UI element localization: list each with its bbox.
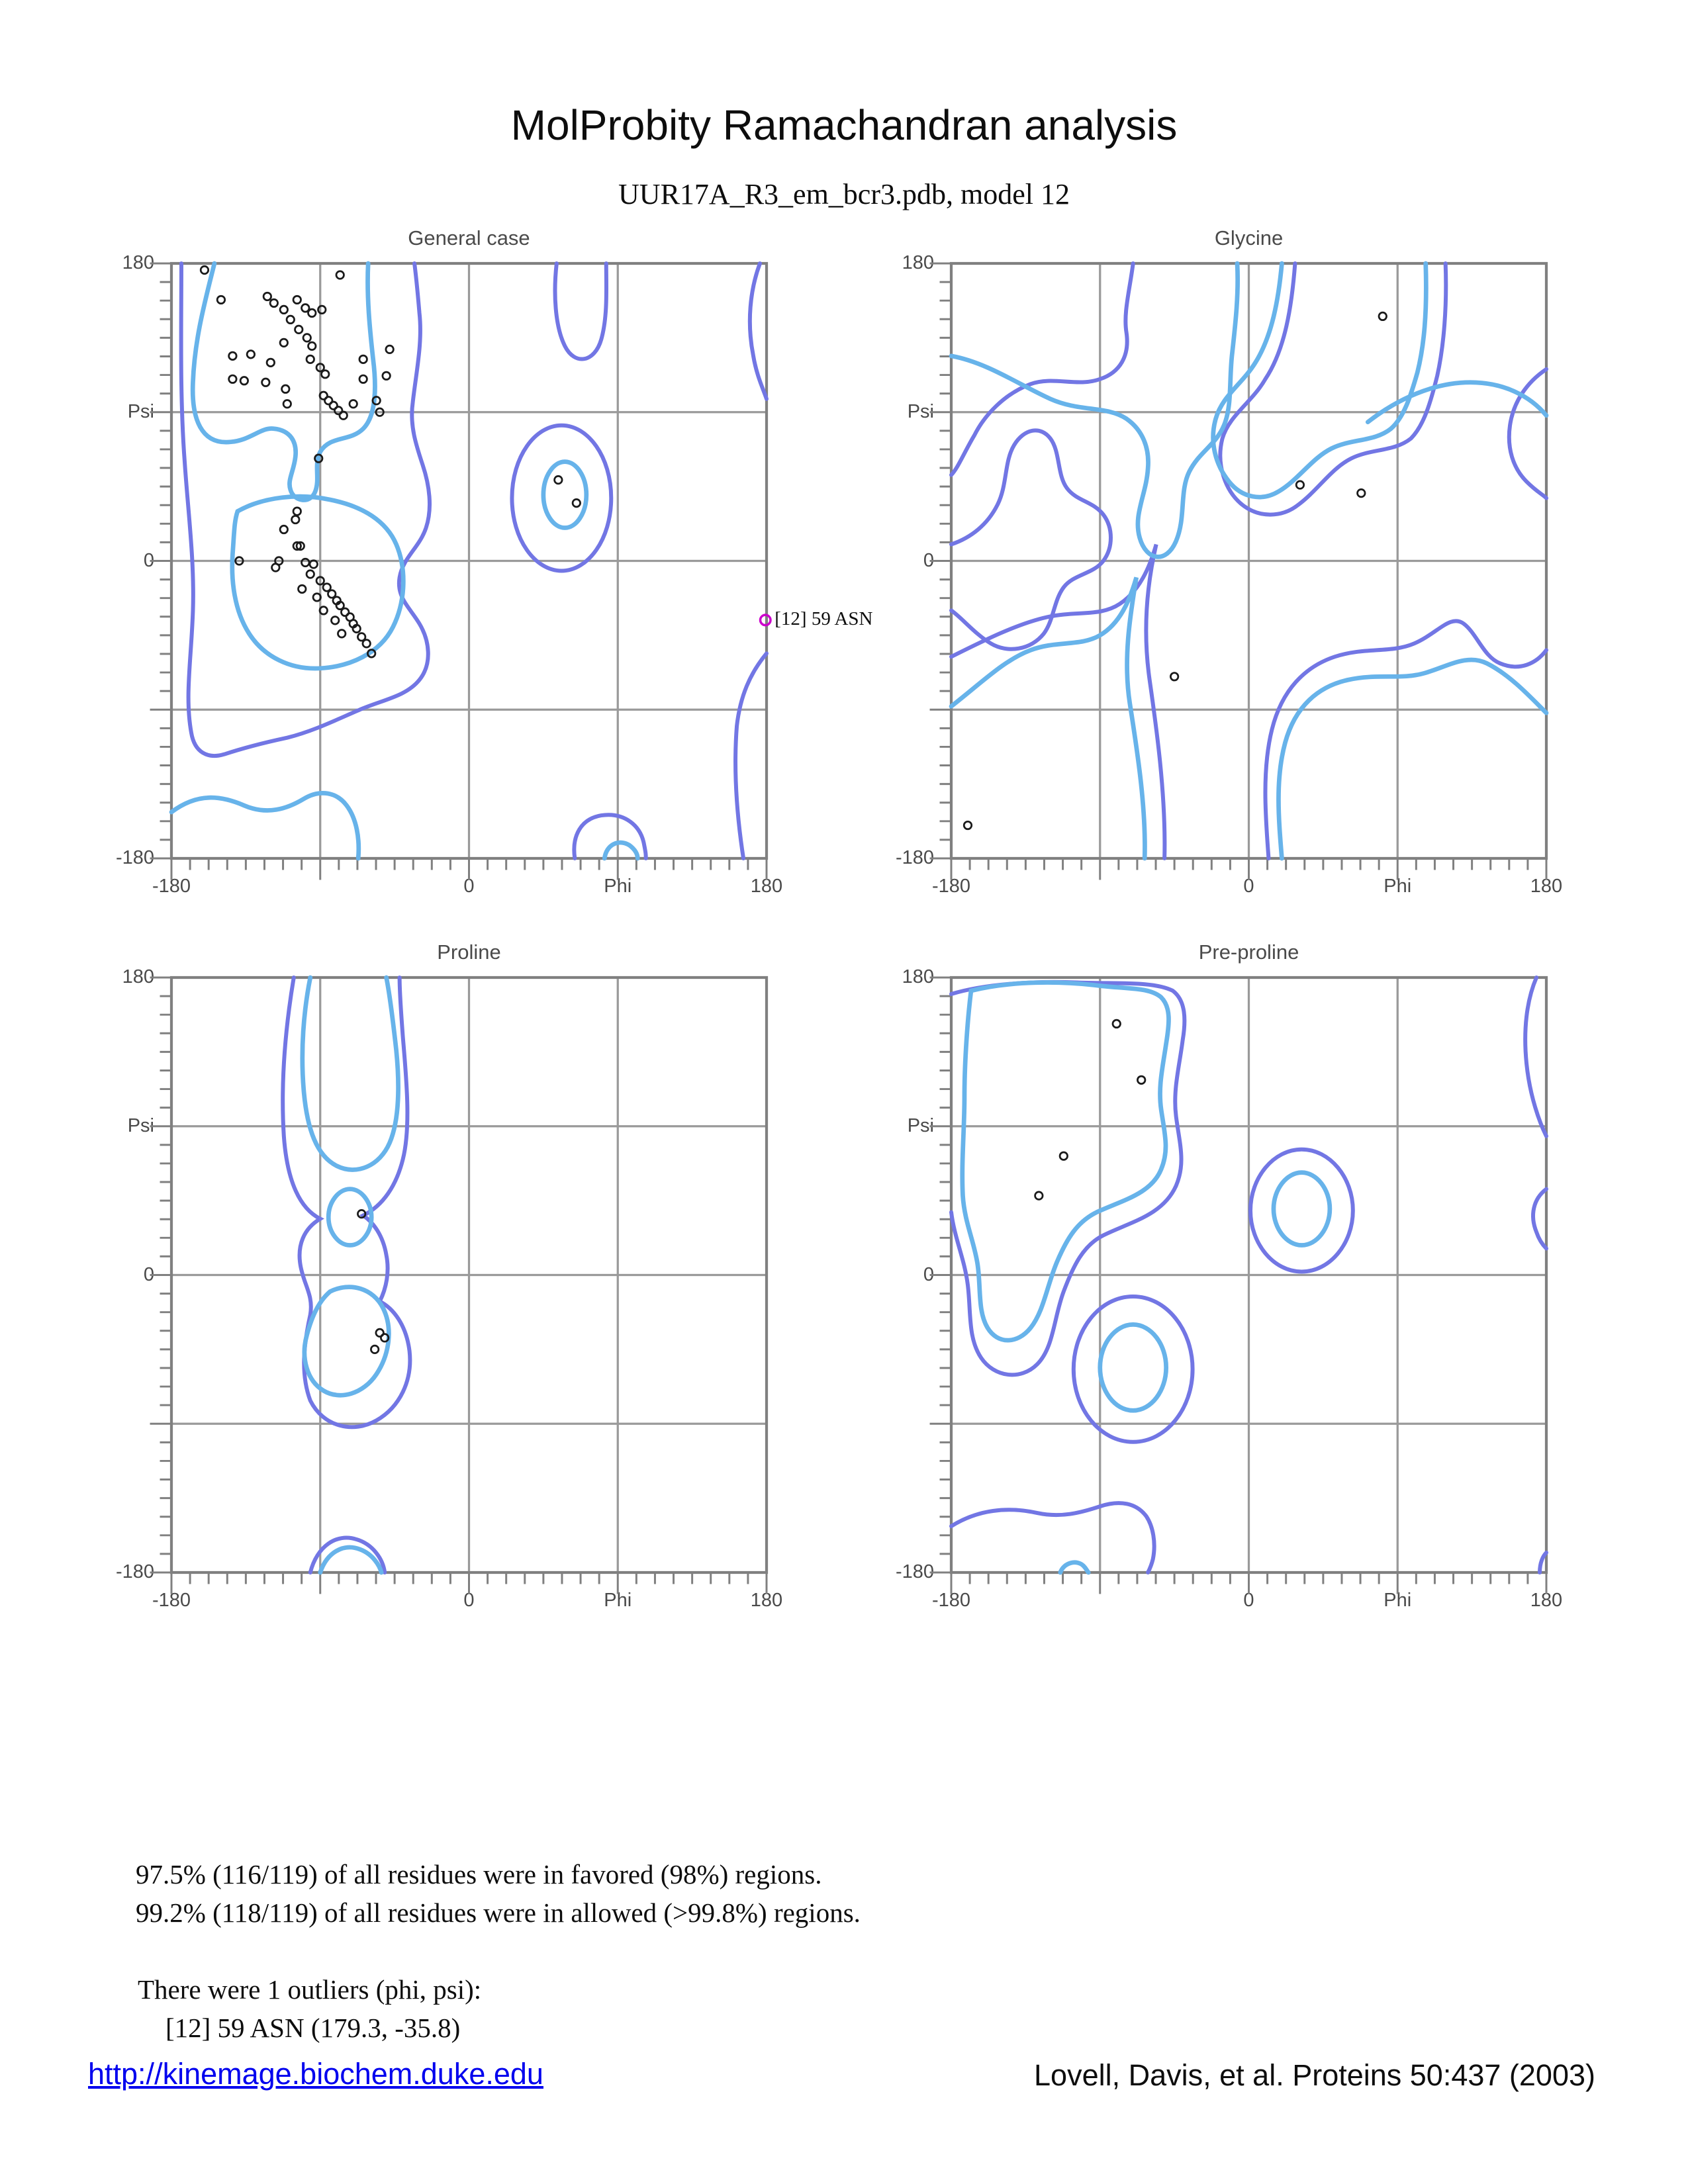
y-axis-label: -180 [115,1561,154,1582]
allowed-contour [181,263,430,756]
y-axis-label: Psi [907,400,934,422]
allowed-contour [1525,978,1546,1136]
residue-point [282,385,289,392]
residue-point [263,293,271,300]
favored-contour [1060,1563,1088,1572]
y-axis-label: 0 [923,1263,934,1285]
favored-contour [1368,383,1546,422]
x-axis-label: Phi [604,1590,632,1611]
residue-point [1170,673,1178,680]
favored-contour [951,577,1145,858]
page-subtitle: UUR17A_R3_em_bcr3.pdb, model 12 [618,178,1070,210]
stats-outliers-header: There were 1 outliers (phi, psi): [138,1974,482,2005]
residue-point [964,821,971,829]
residue-point [306,355,314,363]
y-axis-label: 180 [902,251,934,273]
x-axis-label: 180 [1530,876,1563,897]
plot-proline [115,940,783,1611]
allowed-contour [512,426,611,571]
x-axis-label: 180 [750,1590,783,1611]
residue-point [359,355,367,363]
favored-contour [305,1287,389,1396]
residue-point [338,630,345,637]
residue-point [201,266,208,273]
residue-point [1035,1192,1043,1199]
stats-allowed: 99.2% (118/119) of all residues were in allowed (>99.8%) regions. [136,1897,861,1928]
residue-point [287,316,294,323]
favored-contour [1100,1324,1166,1410]
residue-point [272,564,279,571]
allowed-contour [1074,1297,1193,1442]
residue-point [308,309,316,316]
residue-point [308,342,316,349]
plot-pre-proline [895,940,1563,1611]
residue-point [267,359,274,366]
x-axis-label: -180 [152,1590,191,1611]
residue-point [247,351,254,358]
residue-point [293,296,301,303]
x-axis-label: -180 [931,1590,971,1611]
residue-point [303,334,310,341]
x-axis-label: 0 [463,1590,475,1611]
ramachandran-plot-canvas [171,263,767,858]
residue-point [283,400,291,408]
residue-point [1296,481,1303,488]
residue-point [292,516,299,523]
ramachandran-plot-canvas [171,978,767,1572]
plot-glycine [895,226,1563,897]
y-axis-label: 0 [923,549,934,571]
y-axis-label: 180 [122,251,154,273]
allowed-contour [951,430,1111,649]
favored-contour [1274,1173,1330,1246]
stats-outlier-item: [12] 59 ASN (179.3, -35.8) [165,2013,461,2043]
residue-point [573,499,580,506]
residue-point [280,306,287,313]
allowed-contour [555,263,607,359]
residue-point [280,525,287,533]
allowed-contour [1533,1189,1546,1249]
x-axis-label: Phi [1383,1590,1412,1611]
x-axis-label: -180 [152,876,191,897]
residue-point [1137,1076,1145,1083]
plot-general-case [115,226,873,897]
residue-point [350,400,357,408]
residue-point [331,617,338,624]
citation-text: Lovell, Davis, et al. Proteins 50:437 (2003) [1034,2058,1595,2092]
residue-point [371,1345,378,1353]
allowed-contour [951,982,1184,1375]
plot-title-pre-proline: Pre-proline [1198,940,1299,964]
x-axis-label: -180 [931,876,971,897]
x-axis-label: Phi [604,876,632,897]
y-axis-label: 0 [143,549,154,571]
plot-title-glycine: Glycine [1214,226,1284,250]
x-axis-label: 180 [750,876,783,897]
residue-point [363,640,370,647]
y-axis-label: -180 [115,846,154,868]
residue-point [299,585,306,592]
y-axis-label: -180 [895,1561,934,1582]
residue-point [1358,489,1365,496]
residue-point [217,296,224,303]
residue-point [383,372,390,379]
ramachandran-plot-canvas [951,263,1546,858]
favored-contour [604,842,637,858]
allowed-contour [1509,369,1546,498]
outlier-label: [12] 59 ASN [774,608,873,629]
favored-contour [193,263,375,500]
favored-contour [543,462,586,528]
residue-point [1060,1152,1067,1160]
residue-point [293,508,301,515]
favored-contour [1278,660,1546,858]
allowed-contour [951,1503,1154,1572]
y-axis-label: Psi [127,1115,154,1136]
y-axis-label: Psi [127,400,154,422]
residue-point [1113,1020,1120,1027]
residue-point [240,377,248,385]
y-axis-label: Psi [907,1115,934,1136]
x-axis-label: 180 [1530,1590,1563,1611]
residue-point [270,299,277,306]
residue-point [295,326,303,333]
allowed-contour [1265,621,1546,858]
y-axis-label: 180 [122,966,154,987]
kinemage-link[interactable]: http://kinemage.biochem.duke.edu [88,2057,543,2091]
allowed-contour [1250,1150,1353,1272]
x-axis-label: 0 [1243,876,1254,897]
x-axis-label: 0 [463,876,475,897]
plot-title-proline: Proline [437,940,501,964]
residue-point [1379,312,1386,320]
x-axis-label: Phi [1383,876,1412,897]
y-axis-label: -180 [895,846,934,868]
favored-contour [303,978,399,1169]
page-title: MolProbity Ramachandran analysis [510,101,1178,149]
stats-favored: 97.5% (116/119) of all residues were in favored (98%) regions. [136,1859,822,1889]
favored-contour [1213,263,1427,497]
x-axis-label: 0 [1243,1590,1254,1611]
residue-point [229,375,236,383]
residue-point [359,375,367,383]
residue-point [229,352,236,359]
y-axis-label: 180 [902,966,934,987]
plot-title-general-case: General case [408,226,530,250]
residue-point [306,570,314,578]
y-axis-label: 0 [143,1263,154,1285]
allowed-contour [750,263,767,399]
residue-point [555,476,562,483]
residue-point [336,271,344,279]
allowed-contour [951,263,1133,475]
residue-point [386,345,393,353]
allowed-contour [735,653,767,858]
ramachandran-plot-canvas [951,978,1546,1572]
residue-point [321,371,328,378]
residue-point [262,379,269,386]
favored-contour [171,793,359,858]
residue-point [280,339,287,346]
